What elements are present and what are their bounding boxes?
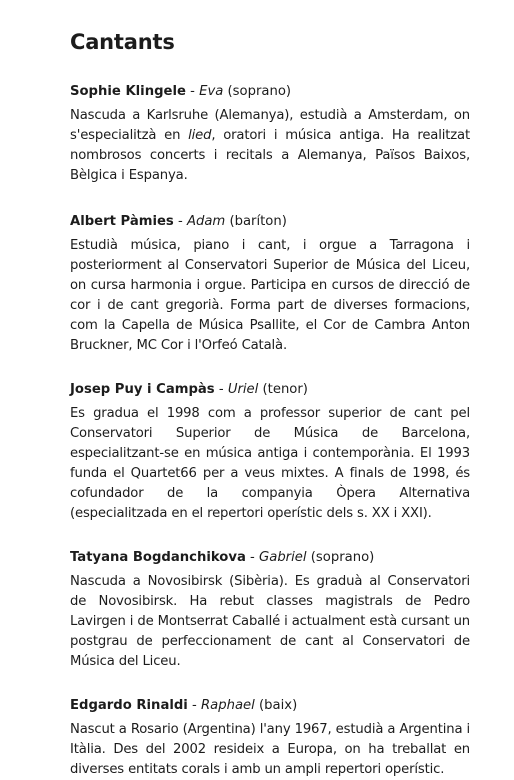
separator: - (214, 382, 228, 397)
singer-voice: (baix) (254, 698, 298, 713)
singer-role: Eva (199, 84, 224, 99)
bio-text: , oratori i música antiga. Ha realitzat nombrosos concerts i recitals a Alemanya, Països Baixos, Bèlgica i Espanya. (70, 128, 470, 183)
bio-text: Es gradua el 1998 com a professor superior de cant pel Conservatori Superior de Música de Barcelona, especialitzant-se en música antiga i contemporània. El 1993 funda el Quartet66 per a veus mixtes. A finals de 1998, és cofundador de la companyia Òpera Alternativa (especialitzada en el repertori operístic dels s. XX i XXI). (70, 406, 470, 521)
singer-entry-josep-puy-i-campas (70, 380, 470, 524)
separator: - (187, 698, 201, 713)
separator: - (245, 550, 260, 565)
singer-header (70, 548, 470, 568)
singer-role: Uriel (227, 382, 259, 397)
singer-name: Sophie Klingele (70, 84, 186, 99)
singer-entry-albert-pamies (70, 212, 470, 356)
singer-voice: (tenor) (258, 382, 308, 397)
singer-role: Gabriel (259, 550, 307, 565)
singer-header (70, 212, 470, 232)
singer-bio (70, 572, 470, 672)
bio-text: Estudià música, piano i cant, i orgue a Tarragona i posteriorment al Conservatori Superior de Música del Liceu, on cursa harmonia i orgue. Participa en cursos de direcció de cor i de cant gregorià. Forma part de diverses formacions, com la Capella de Música Psallite, el Cor de Cambra Anton Bruckner, MC Cor i l'Orfeó Català. (70, 238, 470, 353)
page-title: Cantants (70, 30, 175, 54)
singer-entry-sophie-klingele (70, 82, 470, 186)
bio-text: Nascut a Rosario (Argentina) l'any 1967, estudià a Argentina i Itàlia. Des del 2002 resideix a Europa, on ha treballat en diverses entitats corals i amb un ampli repertori operístic. (70, 722, 470, 777)
singer-bio (70, 404, 470, 524)
singer-name: Albert Pàmies (70, 214, 174, 229)
singer-voice: (soprano) (223, 84, 292, 99)
singer-bio (70, 106, 470, 186)
singer-entry-edgardo-rinaldi (70, 696, 470, 780)
singer-name: Josep Puy i Campàs (70, 382, 215, 397)
singer-voice: (soprano) (306, 550, 375, 565)
bio-text: Nascuda a Novosibirsk (Sibèria). Es graduà al Conservatori de Novosibirsk. Ha rebut classes magistrals de Pedro Lavirgen i de Montserrat Caballé i actualment està cursant un postgrau de perfeccionament de cant al Conservatori de Música del Liceu. (70, 574, 470, 669)
singer-name: Tatyana Bogdanchikova (70, 550, 246, 565)
bio-emphasis: lied (188, 128, 212, 143)
bio-text: Nascuda a Karlsruhe (Alemanya), estudià a Amsterdam, on s'especialitzà en (70, 108, 470, 143)
singer-header (70, 696, 470, 716)
singer-header (70, 82, 470, 102)
singer-role: Adam (186, 214, 226, 229)
singer-bio (70, 720, 470, 780)
singer-voice: (baríton) (225, 214, 287, 229)
singer-entry-tatyana-bogdanchikova (70, 548, 470, 672)
singer-name: Edgardo Rinaldi (70, 698, 188, 713)
separator: - (173, 214, 187, 229)
singer-role: Raphael (200, 698, 255, 713)
singer-bio (70, 236, 470, 356)
separator: - (185, 84, 200, 99)
singer-header (70, 380, 470, 400)
